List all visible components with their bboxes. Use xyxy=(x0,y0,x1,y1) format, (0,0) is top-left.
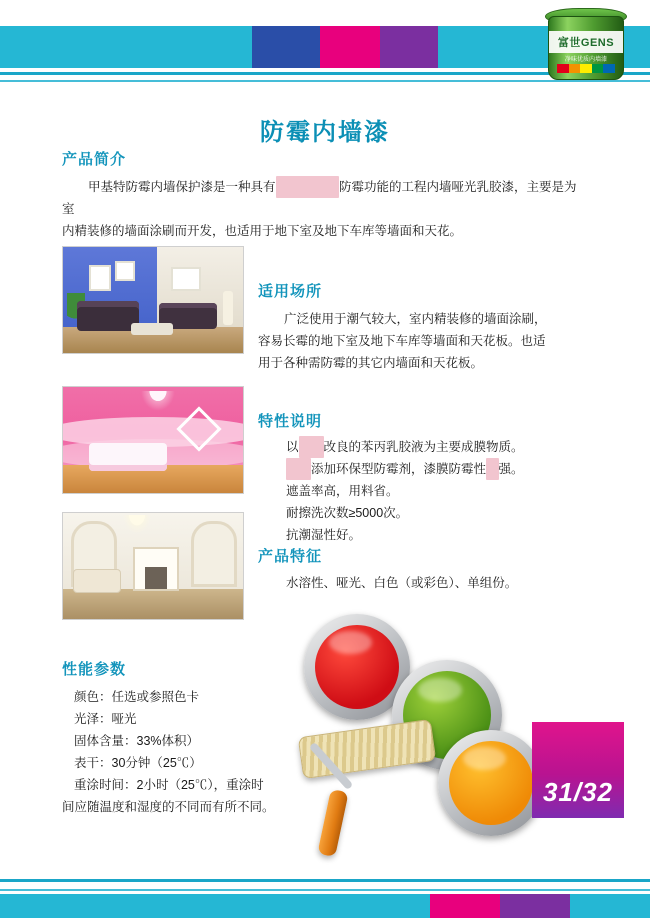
paint-roller-handle xyxy=(317,789,348,857)
performance-row: 表干：30分钟（25℃） xyxy=(74,756,202,770)
bottom-rule-primary xyxy=(0,879,650,882)
bottom-segment-purple xyxy=(500,894,570,918)
section-heading-usage: 适用场所 xyxy=(258,283,323,300)
bottom-color-band xyxy=(0,894,650,918)
feature-1-prefix: 以 xyxy=(286,440,299,454)
section-body-features xyxy=(286,436,596,546)
page-number-badge xyxy=(532,722,624,818)
feature-1-text: 改良的苯丙乳胶液为主要成膜物质。 xyxy=(323,440,524,454)
feature-2-tail: 强。 xyxy=(498,462,524,476)
section-body-usage xyxy=(258,308,588,374)
usage-line1: 广泛使用于潮气较大，室内精装修的墙面涂刷， xyxy=(284,312,547,326)
performance-row: 颜色：任选或参照色卡 xyxy=(74,690,200,704)
feature-item-3: 遮盖率高，用料省。 xyxy=(286,484,399,498)
brand-stripes xyxy=(557,64,615,73)
photo-classic-room xyxy=(62,512,244,620)
intro-redaction xyxy=(276,176,340,198)
bottom-rule-secondary xyxy=(0,889,650,891)
usage-line2: 容易长霉的地下室及地下车库等墙面和天花板。也适 xyxy=(258,334,546,348)
feature-item-5: 抗潮湿性好。 xyxy=(286,528,362,542)
band-segment-purple xyxy=(380,26,438,68)
orange-paint-can xyxy=(438,730,544,836)
section-body-intro xyxy=(62,176,582,242)
bottom-segment-cyan xyxy=(0,894,430,918)
feature-2-text: 添加环保型防霉剂，漆膜防霉性 xyxy=(311,462,487,476)
page-number-text: 31/32 xyxy=(542,777,614,807)
brand-name: 富世GENS xyxy=(549,31,623,53)
usage-line3: 用于各种需防霉的其它内墙面和天花板。 xyxy=(258,356,484,370)
section-heading-features: 特性说明 xyxy=(258,413,323,430)
band-segment-cyan xyxy=(0,26,252,68)
section-heading-intro: 产品简介 xyxy=(62,151,127,168)
section-heading-product-features: 产品特征 xyxy=(258,548,323,565)
can-body-icon xyxy=(548,16,624,80)
feature-item-2 xyxy=(286,458,596,480)
feature-item-4: 耐擦洗次数≥5000次。 xyxy=(286,506,409,520)
photo-living-room xyxy=(62,246,244,354)
section-body-product-features: 水溶性、哑光、白色（或彩色）、单组份。 xyxy=(286,576,518,590)
performance-row: 固体含量：33%体积） xyxy=(74,734,200,748)
performance-row: 间应随温度和湿度的不同而有所不同。 xyxy=(62,800,275,814)
photo-bedroom xyxy=(62,386,244,494)
feature-2-redaction-tail xyxy=(486,458,499,480)
brand-logo xyxy=(542,6,628,84)
intro-line1-b: 防霉功能的工程内墙哑光乳胶漆，主要是为室 xyxy=(62,180,577,216)
performance-row: 重涂时间：2小时（25℃），重涂时 xyxy=(74,778,264,792)
band-segment-magenta xyxy=(320,26,380,68)
brand-subtitle: 净味优质内墙漆 xyxy=(564,57,607,63)
bottom-segment-magenta xyxy=(430,894,500,918)
feature-item-1 xyxy=(286,436,596,458)
performance-row: 光泽：哑光 xyxy=(74,712,137,726)
intro-line2: 内精装修的墙面涂刷而开发，也适用于地下室及地下车库等墙面和天花。 xyxy=(62,224,463,238)
feature-1-redaction xyxy=(299,436,324,458)
intro-line1-a: 甲基特防霉内墙保护漆是一种具有 xyxy=(88,180,276,194)
section-heading-performance: 性能参数 xyxy=(62,661,127,678)
feature-2-redaction xyxy=(286,458,311,480)
bottom-segment-cyan-right xyxy=(570,894,650,918)
band-segment-blue xyxy=(252,26,320,68)
page-title: 防霉内墙漆 xyxy=(260,119,390,146)
